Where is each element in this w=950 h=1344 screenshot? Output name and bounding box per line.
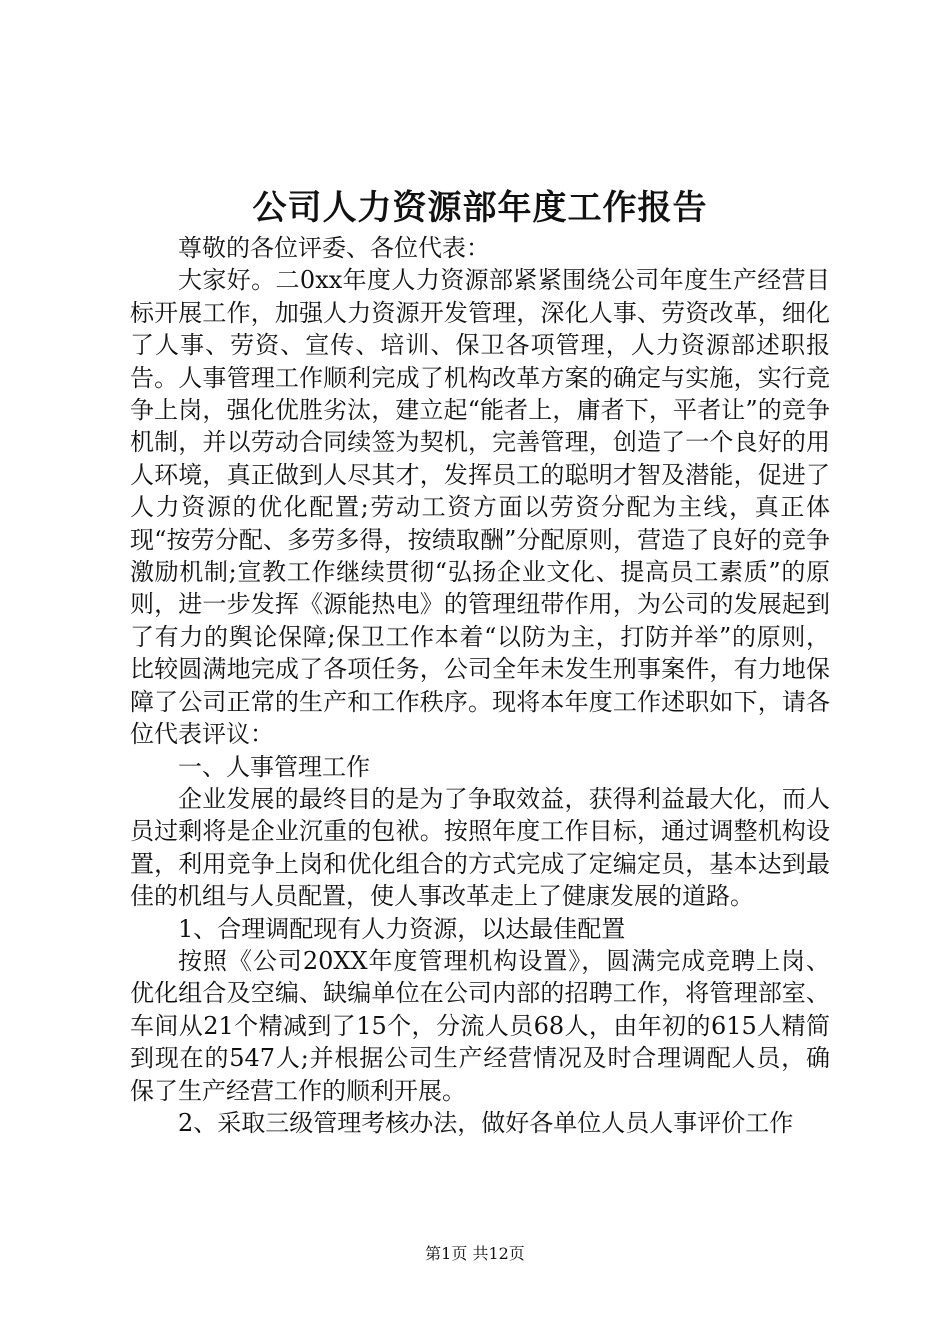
- page-footer: 第1页 共12页: [425, 1244, 525, 1263]
- subheading-allocation: 1、合理调配现有人力资源，以达最佳配置: [178, 914, 626, 943]
- section-heading-personnel: 一、人事管理工作: [178, 752, 370, 781]
- document-body: [130, 232, 830, 1139]
- paragraph-personnel: 企业发展的最终目的是为了争取效益，获得利益最大化，而人员过剩将是企业沉重的包袱。按照年度工作目标，通过调整机构设置，利用竞争上岗和优化组合的方式完成了定编定员，基本达到最佳的机组与人员配置，使人事改革走上了健康发展的道路。: [130, 784, 830, 911]
- document-title: 公司人力资源部年度工作报告: [252, 188, 708, 228]
- paragraph-salutation: 尊敬的各位评委、各位代表：: [178, 234, 490, 262]
- paragraph-allocation: 按照《公司20XX年度管理机构设置》，圆满完成竞聘上岗、优化组合及空编、缺编单位在公司内部的招聘工作，将管理部室、车间从21个精减到了15个，分流人员68人，由年初的615人精简到现在的547人;并根据公司生产经营情况及时合理调配人员，确保了生产经营工作的顺利开展。: [130, 946, 830, 1105]
- subheading-evaluation: 2、采取三级管理考核办法，做好各单位人员人事评价工作: [178, 1108, 794, 1137]
- paragraph-intro: 大家好。二0xx年度人力资源部紧紧围绕公司年度生产经营目标开展工作，加强人力资源开发管理，深化人事、劳资改革，细化了人事、劳资、宣传、培训、保卫各项管理，人力资源部述职报告。人事管理工作顺利完成了机构改革方案的确定与实施，实行竞争上岗，强化优胜劣汰，建立起“能者上，庸者下，平者让”的竞争机制，并以劳动合同续签为契机，完善管理，创造了一个良好的用人环境，真正做到人尽其才，发挥员工的聪明才智及潜能，促进了人力资源的优化配置;劳动工资方面以劳资分配为主线，真正体现“按劳分配、多劳多得，按绩取酬”分配原则，营造了良好的竞争激励机制;宣教工作继续贯彻“弘扬企业文化、提高员工素质”的原则，进一步发挥《源能热电》的管理纽带作用，为公司的发展起到了有力的舆论保障;保卫工作本着“以防为主，打防并举”的原则，比较圆满地完成了各项任务，公司全年未发生刑事案件，有力地保障了公司正常的生产和工作秩序。现将本年度工作述职如下，请各位代表评议：: [130, 266, 830, 749]
